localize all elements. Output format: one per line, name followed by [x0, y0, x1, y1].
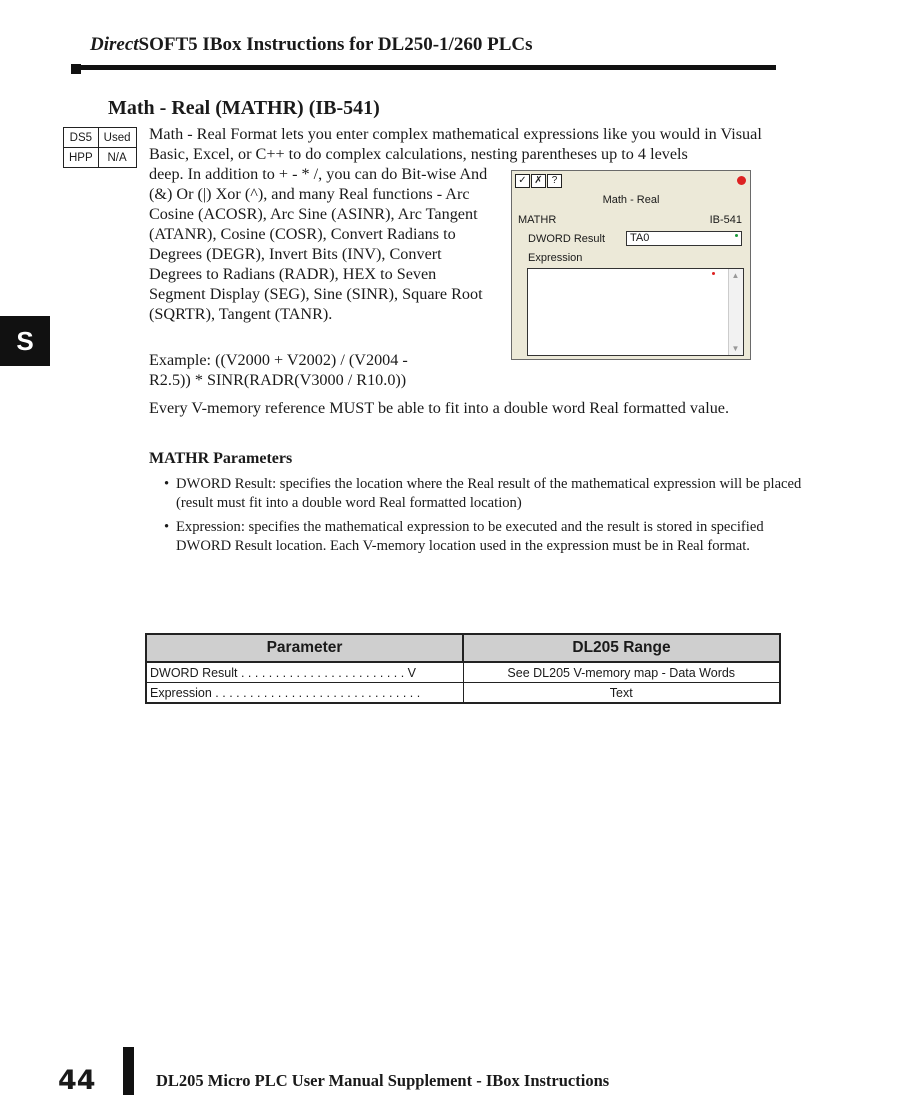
example-paragraph: Example: ((V2000 + V2002) / (V2004 - R2.5)) * SINR(RADR(V3000 / R10.0)): [149, 351, 408, 389]
parameter-bullet: [164, 518, 814, 556]
header-range: DL205 Range: [463, 634, 780, 662]
dialog-instruction-name: MATHR: [518, 214, 557, 226]
parameter-description: Expression: specifies the mathematical expression to be executed and the result is stored in specified DWORD Result location. Each V-memory location used in the expression must be in Real format.: [176, 519, 764, 554]
dword-result-value: TA0: [630, 232, 650, 244]
section-title: Math - Real (MATHR) (IB-541): [108, 97, 380, 119]
help-button[interactable]: ?: [547, 174, 562, 188]
range-cell: Text: [463, 683, 780, 704]
expression-label: Expression: [528, 252, 583, 264]
param-cell: DWORD Result . . . . . . . . . . . . . . . . . . . . . . . . V: [146, 662, 463, 683]
footer-text: DL205 Micro PLC User Manual Supplement - IBox Instructions: [156, 1071, 610, 1090]
valid-indicator-icon: [735, 234, 738, 237]
table-row: [146, 683, 780, 704]
compatibility-table: [63, 127, 137, 168]
range-table: [145, 633, 781, 704]
scroll-up-icon[interactable]: ▲: [731, 271, 740, 280]
table-row: [146, 662, 780, 683]
page-number: 44: [58, 1065, 96, 1096]
table-header-row: [146, 634, 780, 662]
parameter-bullet: [164, 475, 814, 513]
scroll-down-icon[interactable]: ▼: [731, 344, 740, 353]
cancel-button[interactable]: ✗: [531, 174, 546, 188]
header-parameter: Parameter: [146, 634, 463, 662]
compat-row: [64, 128, 137, 148]
compat-row: [64, 148, 137, 168]
bullet-icon: •: [164, 476, 170, 492]
range-cell: See DL205 V-memory map - Data Words: [463, 662, 780, 683]
mathr-dialog: [511, 170, 751, 360]
expression-scrollbar[interactable]: [728, 269, 743, 355]
bullet-icon: •: [164, 519, 170, 535]
functions-paragraph: deep. In addition to + - * /, you can do Bit-wise And (&) Or (|) Xor (^), and many Real functions - Arc Cosine (ACOSR), Arc Sine (ASINR), Arc Tangent (ATANR), Cosine (COSR), Convert Radians to Degrees (DEGR), Invert Bits (INV), Convert Degrees to Radians (RADR), HEX to Seven Segment Display (SEG), Sine (SINR), Square Root (SQRTR), Tangent (TANR).: [149, 165, 488, 323]
header-rule: [72, 65, 776, 70]
dialog-button-group: [515, 174, 563, 188]
header-title-rest: SOFT5 IBox Instructions for DL250-1/260 PLCs: [138, 34, 533, 55]
expression-textarea[interactable]: [527, 268, 744, 356]
dialog-ib-number: IB-541: [709, 214, 742, 226]
section-side-tab: S: [0, 316, 50, 366]
dword-result-input[interactable]: [626, 231, 742, 246]
ok-button[interactable]: ✓: [515, 174, 530, 188]
parameters-heading: MATHR Parameters: [149, 450, 293, 467]
header-title-italic: Direct: [90, 34, 139, 55]
compat-value: Used: [98, 128, 136, 148]
page-header-title: [90, 34, 532, 56]
dialog-title: Math - Real: [602, 194, 660, 206]
compat-name: HPP: [64, 148, 99, 168]
dword-result-label: DWORD Result: [528, 233, 606, 245]
compat-name: DS5: [64, 128, 99, 148]
intro-paragraph: Math - Real Format lets you enter complex mathematical expressions like you would in Visual Basic, Excel, or C++ to do complex calculations, nesting parentheses up to 4 levels: [149, 125, 762, 163]
param-cell: Expression . . . . . . . . . . . . . . . . . . . . . . . . . . . . . .: [146, 683, 463, 704]
status-indicator-icon: [737, 176, 746, 185]
parameter-description: DWORD Result: specifies the location where the Real result of the mathematical expression will be placed (result must fit into a double word Real formatted location): [176, 476, 802, 511]
footer-bar: [123, 1047, 134, 1095]
compat-value: N/A: [98, 148, 136, 168]
vmemory-note: Every V-memory reference MUST be able to fit into a double word Real formatted value.: [149, 399, 730, 417]
required-indicator-icon: [712, 272, 715, 275]
